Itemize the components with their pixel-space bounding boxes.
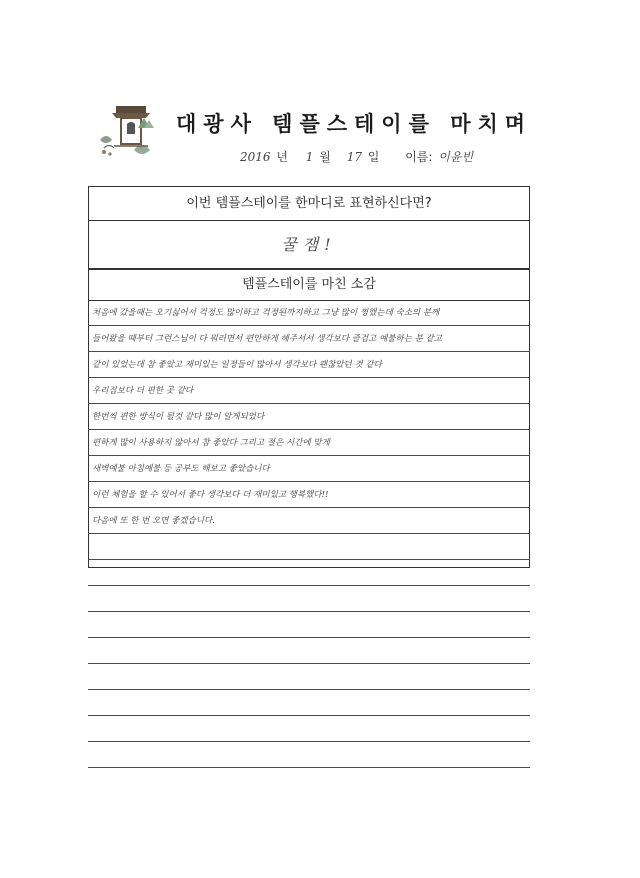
day-label: 일 <box>367 150 380 164</box>
month-label: 월 <box>319 150 331 164</box>
handwritten-line: 같이 있었는데 참 좋았고 재미있는 일정들이 많아서 생각보다 괜찮았던 것 같다 <box>88 352 530 378</box>
handwritten-line <box>88 534 530 560</box>
handwritten-line <box>88 742 530 768</box>
name-value: 이윤빈 <box>438 150 474 164</box>
name-label: 이름: <box>405 150 433 164</box>
handwritten-line: 편하게 많이 사용하지 않아서 참 좋았다 그리고 절은 시간에 맞게 <box>88 430 530 456</box>
handwritten-line <box>88 560 530 586</box>
date-name-line <box>240 148 540 165</box>
handwritten-line <box>88 638 530 664</box>
temple-logo-icon <box>94 104 162 162</box>
handwritten-line <box>88 690 530 716</box>
handwritten-line: 한번씩 편한 방식이 될것 같다 많이 알게되었다 <box>88 404 530 430</box>
handwritten-line: 이런 체험을 할 수 있어서 좋다 생각보다 더 재미있고 행복했다!! <box>88 482 530 508</box>
month-value: 1 <box>305 150 314 164</box>
year-value: 2016 <box>240 150 271 164</box>
day-value: 17 <box>346 150 362 164</box>
handwritten-line <box>88 664 530 690</box>
handwritten-line: 들어왔을 때부터 그런스님이 다 뭐러면서 편안하게 해주셔서 생각보다 즐겁고 예불하는 분 같고 <box>88 326 530 352</box>
page-title: 대광사 템플스테이를 마치며 <box>176 112 533 136</box>
handwritten-line: 처음에 갔을때는 오기싫어서 걱정도 많이하고 걱정된까지하고 그냥 많이 찡했는데 숙소의 분께 <box>88 300 530 326</box>
handwritten-line: 새벽예불 아침예불 등 공부도 해보고 좋았습니다 <box>88 456 530 482</box>
handwritten-line: 우리집보다 더 편한 곳 같다 <box>88 378 530 404</box>
year-label: 년 <box>276 150 288 164</box>
one-word-box <box>88 186 530 270</box>
one-word-answer: 꿀잼! <box>281 235 337 254</box>
handwritten-line <box>88 612 530 638</box>
handwritten-line: 다음에 또 한 번 오면 좋겠습니다. <box>88 508 530 534</box>
one-word-prompt: 이번 템플스테이를 한마디로 표현하신다면? <box>89 187 529 221</box>
handwritten-line <box>88 716 530 742</box>
handwritten-line <box>88 586 530 612</box>
impressions-heading: 템플스테이를 마친 소감 <box>89 269 529 301</box>
